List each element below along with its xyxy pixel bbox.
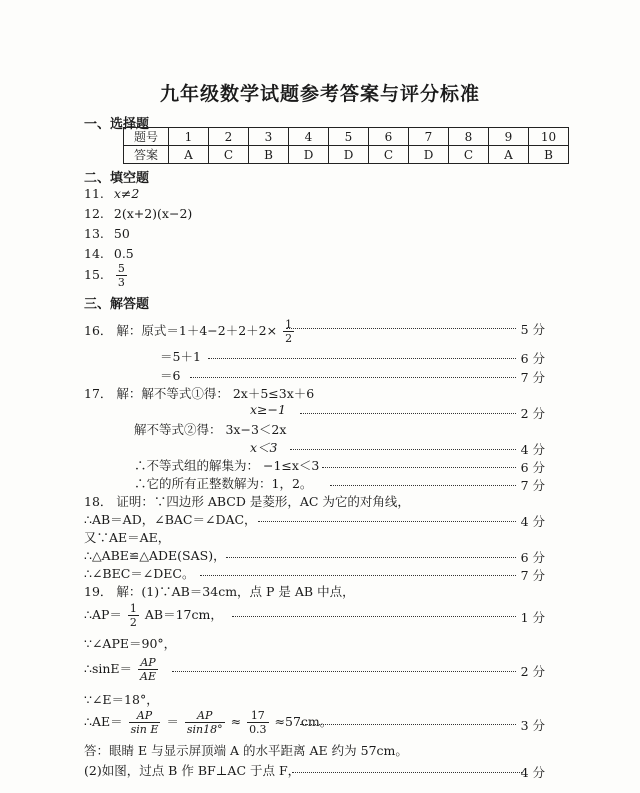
table-cell: C — [369, 146, 409, 164]
q19-line-8: (2)如图，过点 B 作 BF⊥AC 于点 F， — [84, 763, 301, 778]
score-mark: 7 分 — [520, 370, 545, 385]
score-mark: 2 分 — [520, 406, 545, 421]
dot-leader — [208, 348, 516, 359]
section-heading-choice: 一、选择题 — [84, 117, 150, 132]
score-mark: 7 分 — [520, 478, 545, 493]
q19-line-1: 19． 解：(1)∵AB＝34cm，点 P 是 AB 中点， — [84, 584, 355, 599]
question-number: 13. — [84, 226, 104, 241]
fraction: $\frac{AP}{AE}$ — [140, 656, 157, 683]
table-cell: 1 — [169, 128, 209, 146]
table-cell: 5 — [329, 128, 369, 146]
dot-leader — [258, 511, 516, 522]
dot-leader — [300, 403, 516, 414]
table-cell: 3 — [249, 128, 289, 146]
table-cell: 6 — [369, 128, 409, 146]
fraction: $\frac{1}{2}$ — [285, 318, 293, 345]
q16-line-2: ＝5＋1 — [160, 349, 201, 364]
table-cell: 8 — [449, 128, 489, 146]
table-cell: 2 — [209, 128, 249, 146]
score-mark: 7 分 — [520, 568, 545, 583]
fill-q14 — [84, 246, 134, 261]
dot-leader — [226, 547, 516, 558]
dot-leader — [290, 439, 516, 450]
question-number: 11. — [84, 186, 104, 201]
table-row — [124, 146, 569, 164]
dot-leader — [200, 565, 516, 576]
score-mark: 5 分 — [520, 322, 545, 337]
table-cell: 4 — [289, 128, 329, 146]
answer-text: 0.5 — [113, 246, 134, 261]
score-mark: 2 分 — [520, 664, 545, 679]
table-cell: A — [169, 146, 209, 164]
q19-line-4: ∴sinE＝ $\frac{AP}{AE}$ — [84, 656, 157, 683]
score-mark: 6 分 — [520, 550, 545, 565]
answer-text: 50 — [113, 226, 130, 241]
section-heading-solve: 三、解答题 — [84, 297, 150, 312]
answer-text: 2(x+2)(x−2) — [113, 206, 193, 221]
dot-leader — [292, 762, 522, 773]
q19-line-5: ∵∠E＝18°， — [84, 692, 159, 707]
score-mark: 4 分 — [520, 765, 545, 780]
score-mark: 6 分 — [520, 351, 545, 366]
table-cell: D — [329, 146, 369, 164]
q19-line-3: ∵∠APE＝90°， — [84, 636, 177, 651]
dot-leader — [232, 606, 516, 617]
fill-q15 — [84, 262, 129, 289]
question-number: 15. — [84, 267, 104, 282]
dot-leader — [322, 457, 516, 468]
question-number: 14. — [84, 246, 104, 261]
table-cell: B — [529, 146, 569, 164]
score-mark: 4 分 — [520, 442, 545, 457]
score-mark: 6 分 — [520, 460, 545, 475]
page-title: 九年级数学试题参考答案与评分标准 — [159, 83, 480, 105]
q18-line-2: ∴AB＝AD，∠BAC＝∠DAC， — [84, 512, 257, 527]
table-cell: 7 — [409, 128, 449, 146]
q19-line-6: ∴AE＝ $\frac{AP}{\text{sin E}}$ ＝ $\frac{AP}{\sin 18^\circ}$ ≈ $\frac{17}{0.3}$ ≈57cm。 — [84, 709, 333, 736]
fill-q13 — [84, 226, 130, 241]
table-answer-label: 答案 — [124, 146, 169, 164]
q17-line-6: ∴它的所有正整数解为：1，2。 — [134, 476, 313, 491]
table-cell: C — [449, 146, 489, 164]
section-heading-fill: 二、填空题 — [84, 171, 150, 186]
score-mark: 4 分 — [520, 514, 545, 529]
score-mark: 3 分 — [520, 718, 545, 733]
fill-q11 — [84, 186, 139, 201]
fraction: $\frac{17}{0.3}$ — [249, 709, 267, 736]
table-cell: A — [489, 146, 529, 164]
table-cell: D — [289, 146, 329, 164]
dot-leader — [300, 714, 516, 725]
table-cell: B — [249, 146, 289, 164]
table-header-label: 题号 — [124, 128, 169, 146]
fill-q12 — [84, 206, 192, 221]
q16-line-1: 16． 解：原式＝1＋4−2＋2＋2× $\frac{1}{2}$ — [84, 318, 293, 345]
q16-line-3: ＝6 — [160, 368, 181, 383]
q18-line-5: ∴∠BEC＝∠DEC。 — [84, 566, 195, 581]
question-number: 12. — [84, 206, 104, 221]
q17-line-2: x≥−1 — [250, 402, 286, 417]
dot-leader — [172, 661, 516, 672]
q18-line-4: ∴△ABE≌△ADE(SAS)， — [84, 548, 226, 563]
dot-leader — [190, 367, 516, 378]
choice-answer-table — [123, 127, 569, 164]
answer-text: x≠2 — [113, 186, 140, 201]
table-cell: 9 — [489, 128, 529, 146]
fraction: $\frac{5}{3}$ — [117, 262, 125, 289]
dot-leader — [286, 318, 516, 329]
fraction: $\frac{AP}{\sin 18^\circ}$ — [186, 709, 223, 736]
q19-line-2: ∴AP＝ $\frac{1}{2}$ AB＝17cm， — [84, 602, 223, 629]
fraction: $\frac{AP}{\text{sin E}}$ — [130, 709, 159, 736]
q18-line-1: 18． 证明：∵四边形 ABCD 是菱形，AC 为它的对角线， — [84, 494, 410, 509]
q18-line-3: 又∵AE＝AE， — [84, 530, 171, 545]
q17-line-1: 17． 解：解不等式①得： 2x＋5≤3x＋6 — [84, 386, 315, 401]
q17-line-3: 解不等式②得： 3x−3＜2x — [134, 422, 287, 437]
table-cell: 10 — [529, 128, 569, 146]
dot-leader — [330, 475, 516, 486]
table-cell: C — [209, 146, 249, 164]
table-row — [124, 128, 569, 146]
fraction: $\frac{1}{2}$ — [129, 602, 137, 629]
table-cell: D — [409, 146, 449, 164]
q17-line-4: x＜3 — [250, 440, 278, 455]
q19-line-7: 答：眼睛 E 与显示屏顶端 A 的水平距离 AE 约为 57cm。 — [84, 743, 408, 758]
score-mark: 1 分 — [520, 610, 545, 625]
q17-line-5: ∴不等式组的解集为： −1≤x＜3 — [134, 458, 320, 473]
